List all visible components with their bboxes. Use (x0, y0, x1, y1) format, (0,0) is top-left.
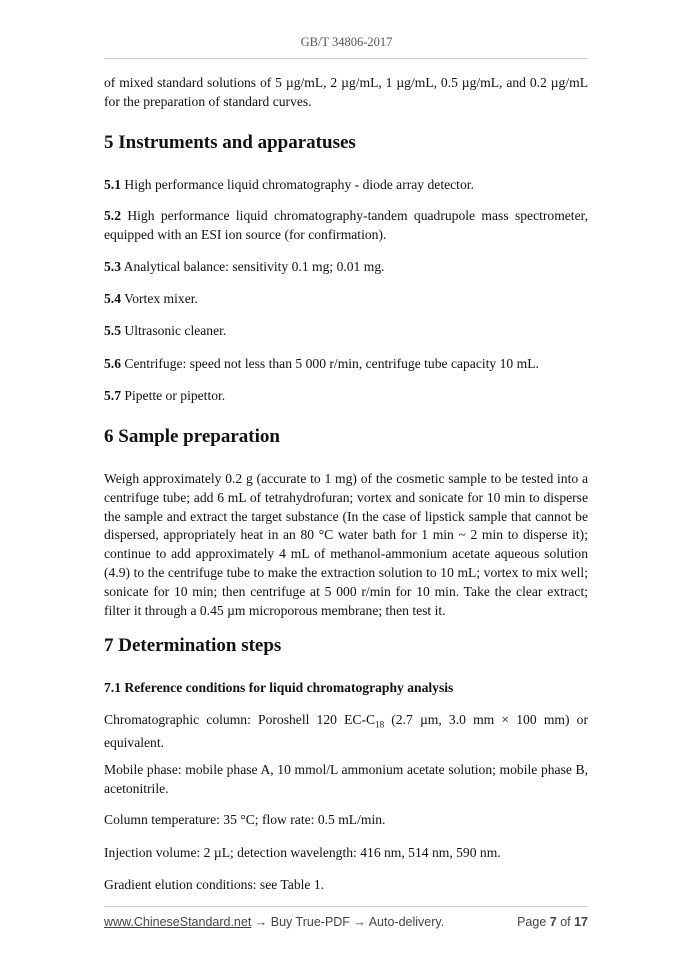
item-num: 5.5 (104, 323, 121, 338)
column-temp-paragraph: Column temperature: 35 °C; flow rate: 0.5 mL/min. (104, 812, 386, 827)
intro-paragraph: of mixed standard solutions of 5 µg/mL, 2 µg/mL, 1 µg/mL, 0.5 µg/mL, and 0.2 µg/mL for the preparation of standard curves. (104, 75, 588, 109)
item-text: Pipette or pipettor. (121, 388, 226, 403)
total-pages: 17 (574, 915, 588, 929)
item-text: High performance liquid chromatography-tandem quadrupole mass spectrometer, equipped with an ESI ion source (for confirmation). (104, 208, 588, 242)
page-label: Page (517, 915, 550, 929)
item-5-7 (104, 387, 588, 406)
item-num: 5.6 (104, 356, 121, 371)
item-text: Analytical balance: sensitivity 0.1 mg; 0.01 mg. (121, 259, 385, 274)
footer-rule (104, 906, 588, 907)
item-5-2 (104, 207, 588, 244)
column-text-2: (2.7 µm, 3.0 mm × 100 mm) or equivalent. (104, 712, 588, 751)
section-7-heading: 7 Determination steps (104, 635, 282, 656)
page-number (517, 915, 588, 929)
item-text: Vortex mixer. (121, 291, 198, 306)
subsection-7-1-heading: 7.1 Reference conditions for liquid chromatography analysis (104, 680, 454, 695)
item-5-4 (104, 290, 588, 309)
column-subscript: 18 (375, 719, 385, 730)
of-label: of (556, 915, 575, 929)
item-5-3 (104, 258, 588, 277)
page-header: GB/T 34806-2017 (300, 35, 393, 49)
column-paragraph (104, 711, 588, 753)
item-5-1 (104, 176, 588, 195)
website-link[interactable]: www.ChineseStandard.net (104, 915, 252, 929)
section-5-heading: 5 Instruments and apparatuses (104, 132, 356, 153)
mobile-phase-paragraph: Mobile phase: mobile phase A, 10 mmol/L ammonium acetate solution; mobile phase B, acetonitrile. (104, 762, 588, 796)
column-text: Chromatographic column: Poroshell 120 EC-C (104, 712, 376, 727)
injection-paragraph: Injection volume: 2 µL; detection wavelength: 416 nm, 514 nm, 590 nm. (104, 845, 501, 860)
gradient-paragraph: Gradient elution conditions: see Table 1. (104, 877, 325, 892)
item-num: 5.1 (104, 177, 121, 192)
item-text: Ultrasonic cleaner. (121, 323, 227, 338)
section-6-heading: 6 Sample preparation (104, 426, 280, 447)
item-text: Centrifuge: speed not less than 5 000 r/min, centrifuge tube capacity 10 mL. (121, 356, 539, 371)
sample-prep-paragraph: Weigh approximately 0.2 g (accurate to 1 mg) of the cosmetic sample to be tested into a centrifuge tube; add 6 mL of tetrahydrofuran; vortex and sonicate for 10 min to disperse the sample and extract the target substance (In the case of lipstick sample that cannot be dispersed, appropriately heat in an 80 °C water bath for 1 min ~ 2 min to disperse it); continue to add approximately 4 mL of methanol-ammonium acetate aqueous solution (4.9) to the centrifuge tube to make the extraction solution to 10 mL; vortex to mix well; sonicate for 10 min; then centrifuge at 5 000 r/min for 10 min. Take the clear extract; filter it through a 0.45 µm microporous membrane; then test it. (104, 471, 588, 618)
current-page: 7 (549, 915, 557, 929)
item-5-6 (104, 355, 588, 374)
page-footer (104, 915, 588, 929)
item-text: High performance liquid chromatography - diode array detector. (121, 177, 474, 192)
item-5-5 (104, 322, 588, 341)
item-num: 5.7 (104, 388, 121, 403)
item-num: 5.4 (104, 291, 121, 306)
header-rule (104, 58, 588, 59)
footer-text: → Buy True-PDF → Auto-delivery. (251, 915, 445, 929)
item-num: 5.2 (104, 208, 121, 223)
item-num: 5.3 (104, 259, 121, 274)
